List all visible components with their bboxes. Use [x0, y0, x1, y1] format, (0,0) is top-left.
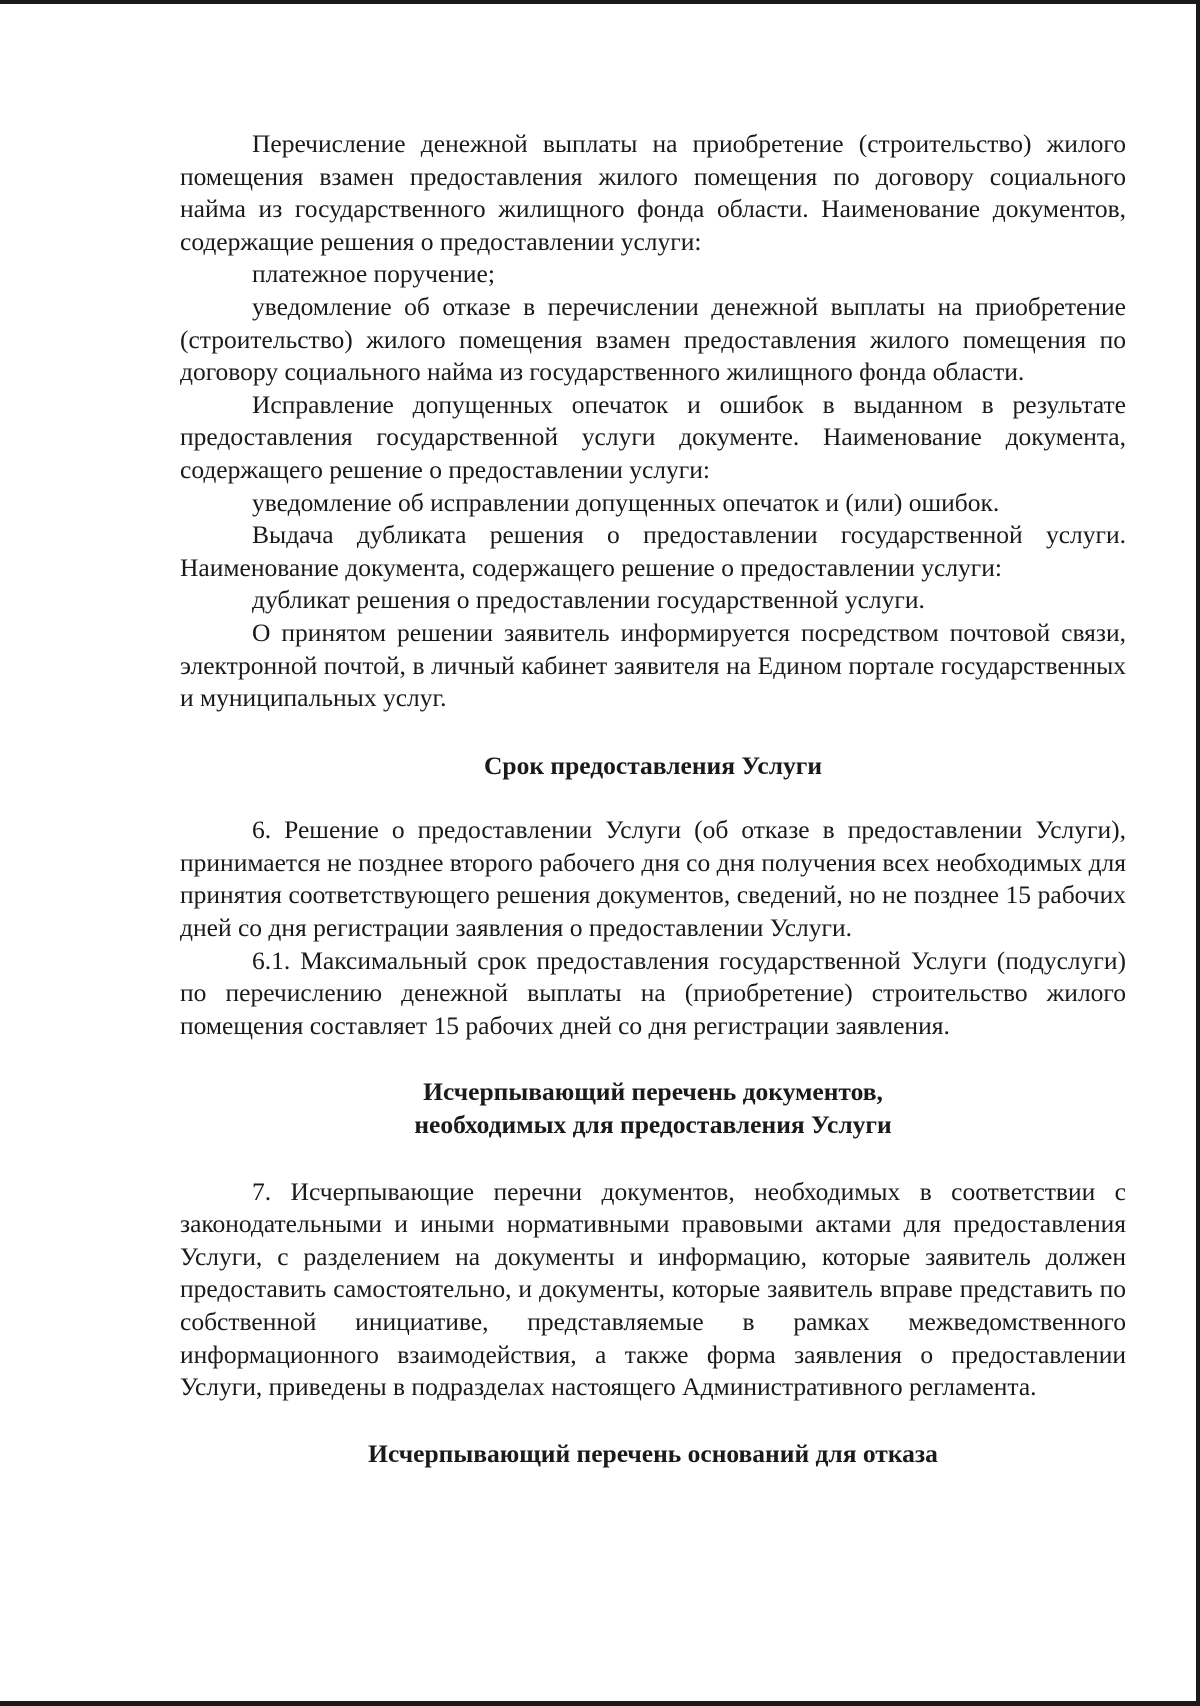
- paragraph-payment-order: платежное поручение;: [252, 259, 495, 289]
- heading-documents-list-line1: Исчерпывающий перечень документов,: [423, 1077, 883, 1107]
- heading-service-term: Срок предоставления Услуги: [483, 750, 823, 780]
- heading-documents-list: [180, 1076, 1126, 1141]
- heading-refusal-grounds: Исчерпывающий перечень оснований для отказа: [368, 1438, 938, 1468]
- paragraph-payment-transfer: Перечисление денежной выплаты на приобретение (строительство) жилого помещения взамен предоставления жилого помещения по договору социального найма из государственного жилищного фонда области. Наименование документов, содержащие решения о предоставлении услуги:: [180, 129, 1126, 256]
- paragraph-duplicate-issue: Выдача дубликата решения о предоставлении государственной услуги. Наименование документа, содержащего решение о предоставлении услуги:: [180, 520, 1126, 582]
- paragraph-refusal-notice: уведомление об отказе в перечислении денежной выплаты на приобретение (строительство) жилого помещения взамен предоставления жилого помещения по договору социального найма из государственного жилищного фонда области.: [180, 291, 1126, 387]
- paragraph-correction-notice: уведомление об исправлении допущенных опечаток и (или) ошибок.: [252, 487, 1000, 517]
- paragraph-section-7: 7. Исчерпывающие перечни документов, необходимых в соответствии с законодательными и иными нормативными правовыми актами для предоставления Услуги, с разделением на документы и информацию, которые заявитель должен предоставить самостоятельно, и документы, которые заявитель вправе представить по собственной инициативе, представляемые в рамках межведомственного информационного взаимодействия, а также форма заявления о предоставлении Услуги, приведены в подразделах настоящего Административного регламента.: [180, 1176, 1126, 1402]
- scan-border-right: [1196, 0, 1200, 1706]
- scan-border-top: [0, 0, 1200, 4]
- paragraph-typo-correction: Исправление допущенных опечаток и ошибок в выданном в результате предоставления государственной услуги документе. Наименование документа, содержащего решение о предоставлении услуги:: [180, 389, 1126, 484]
- document-body: [180, 128, 1126, 1470]
- paragraph-decision-notification: О принятом решении заявитель информируется посредством почтовой связи, электронной почтой, в личный кабинет заявителя на Едином портале государственных и муниципальных услуг.: [180, 617, 1126, 713]
- paragraph-section-6: 6. Решение о предоставлении Услуги (об отказе в предоставлении Услуги), принимается не позднее второго рабочего дня со дня получения всех необходимых для принятия соответствующего решения документов, сведений, но не позднее 15 рабочих дней со дня регистрации заявления о предоставлении Услуги.: [180, 815, 1126, 943]
- heading-documents-list-line2: необходимых для предоставления Услуги: [414, 1110, 892, 1140]
- scan-border-bottom: [0, 1701, 1200, 1706]
- paragraph-section-6-1: 6.1. Максимальный срок предоставления государственной Услуги (подуслуги) по перечислению денежной выплаты на (приобретение) строительство жилого помещения составляет 15 рабочих дней со дня регистрации заявления.: [180, 945, 1126, 1040]
- paragraph-duplicate-decision: дубликат решения о предоставлении государственной услуги.: [252, 585, 925, 615]
